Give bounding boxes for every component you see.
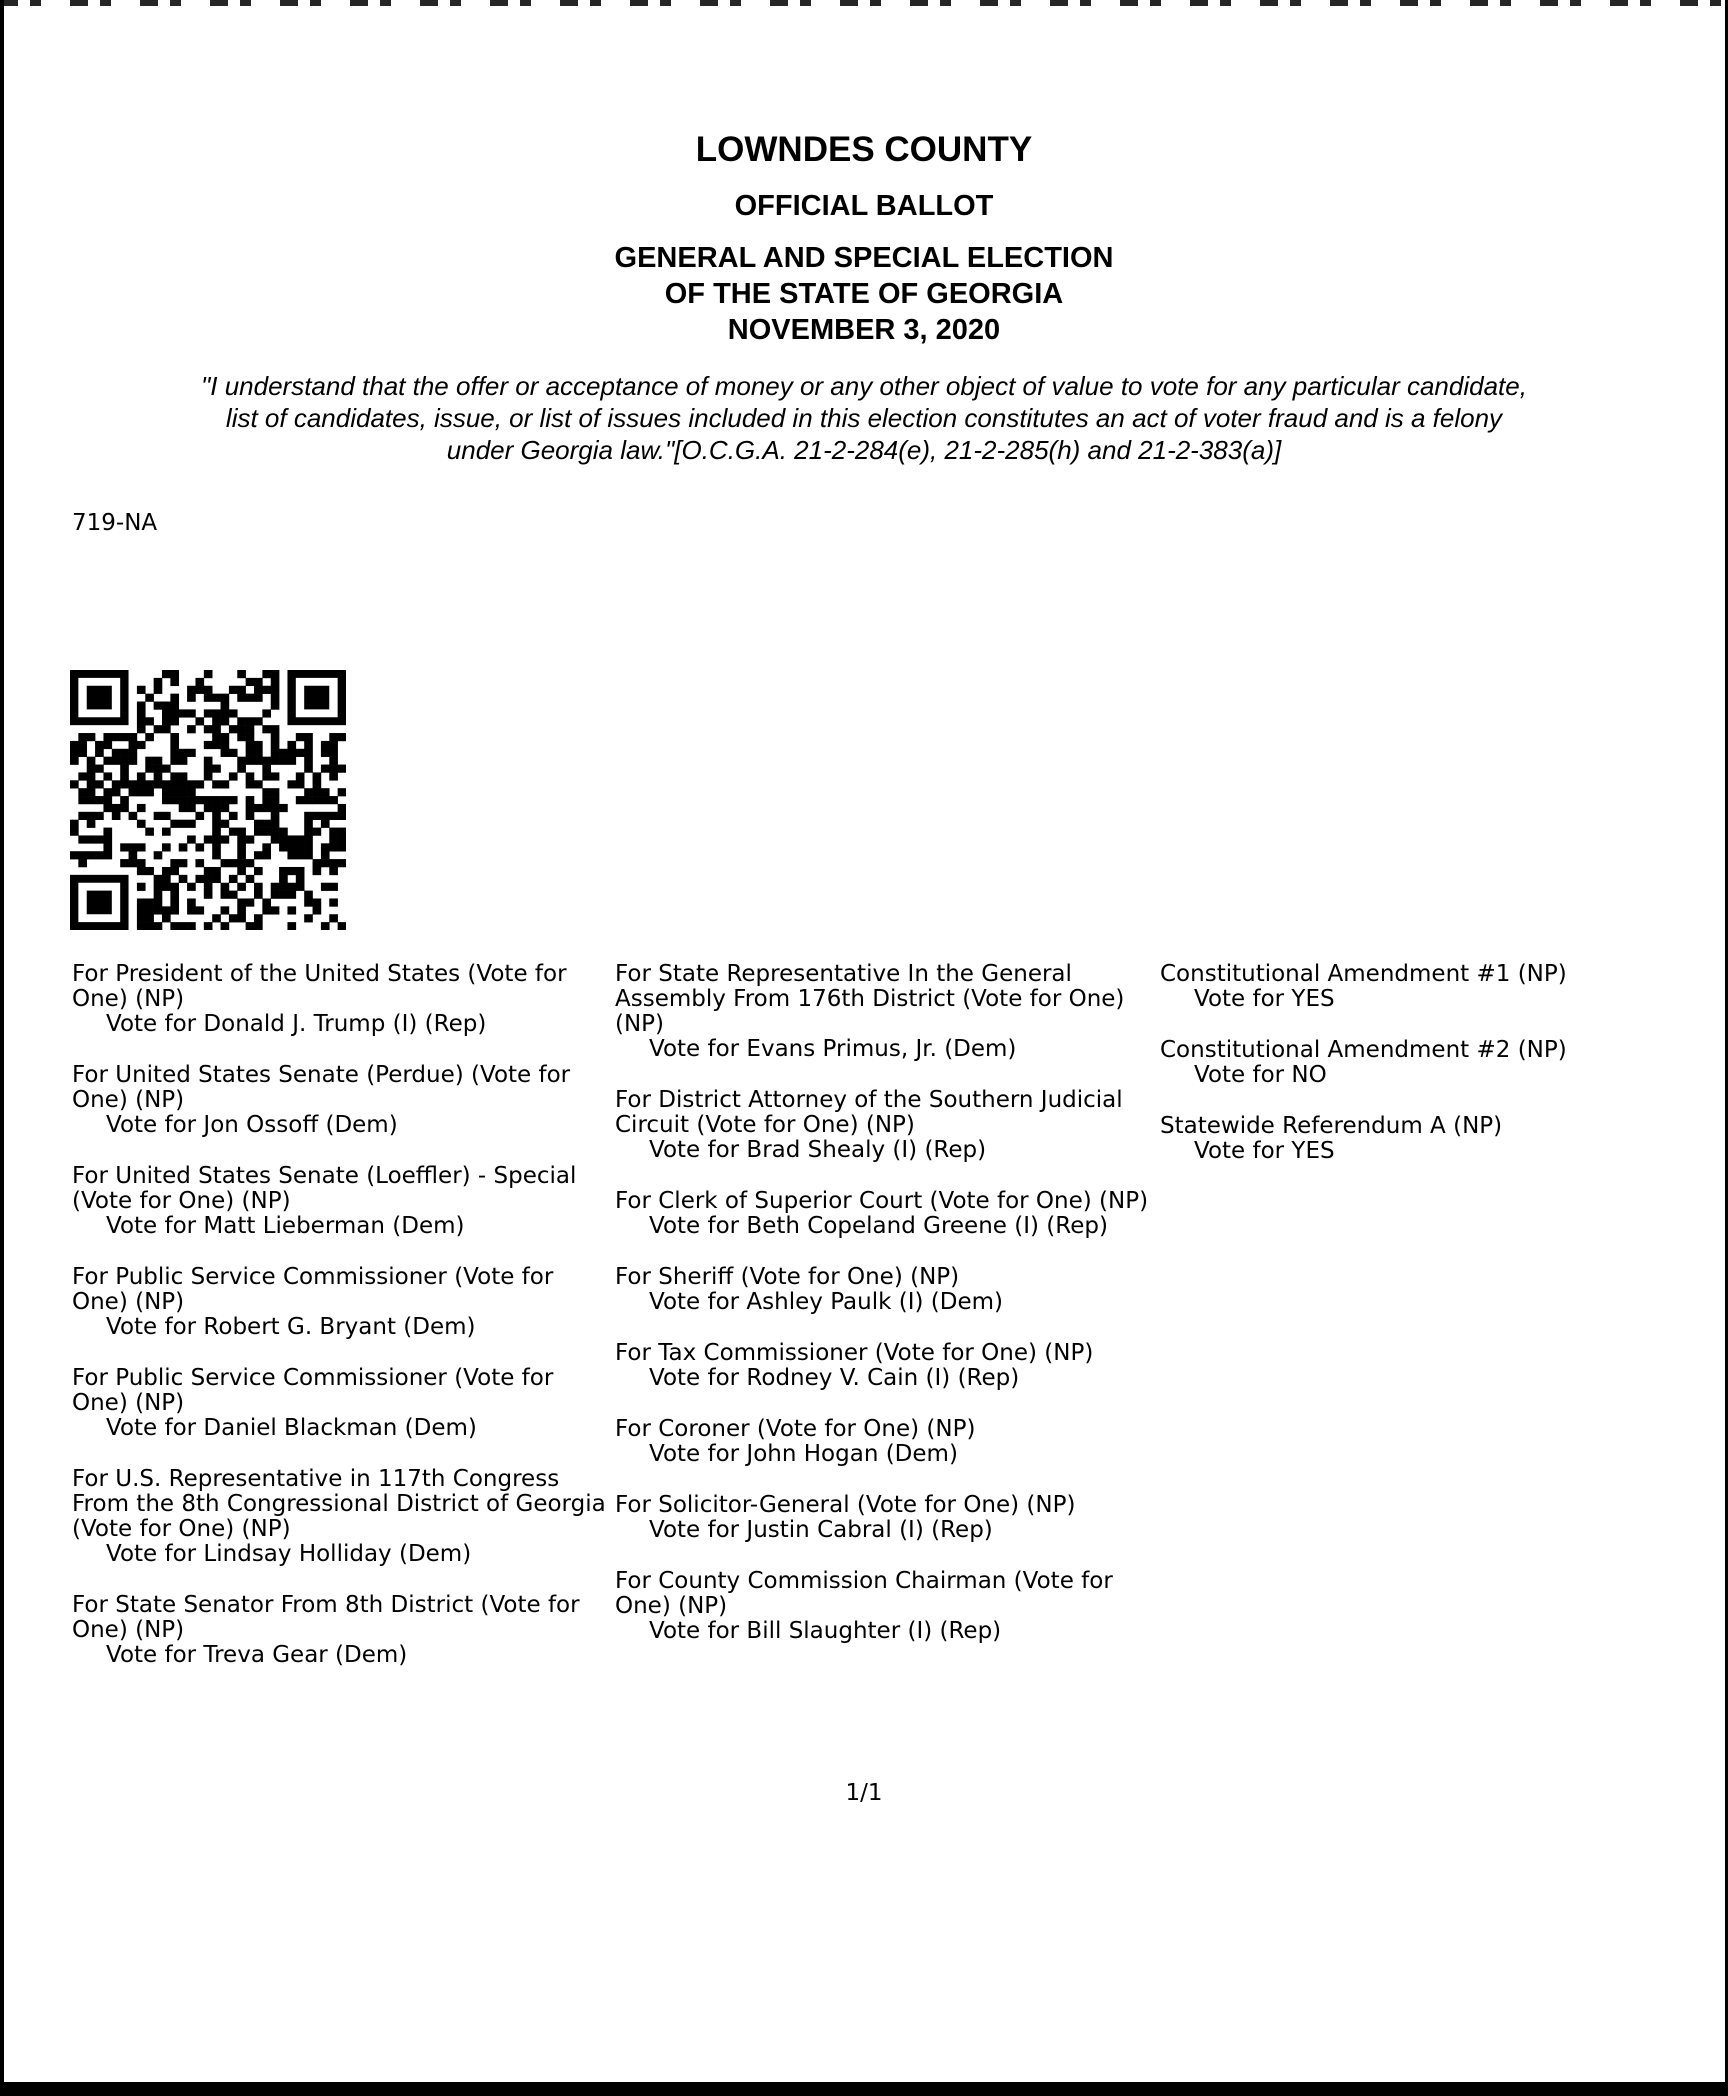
vote-selection: Vote for Donald J. Trump (I) (Rep) [106,1011,487,1037]
vote-selection: Vote for Robert G. Bryant (Dem) [106,1314,476,1340]
vote-selection: Vote for Bill Slaughter (I) (Rep) [649,1618,1002,1644]
contest-item [72,962,607,1037]
election-title [0,240,1728,348]
vote-selection: Vote for Treva Gear (Dem) [106,1642,408,1668]
contest-title: For Coroner (Vote for One) (NP) [615,1416,976,1442]
oath-line: under Georgia law."[O.C.G.A. 21-2-284(e), 21-2-285(h) and 21-2-383(a)] [446,435,1282,465]
contest-item [615,1417,1165,1467]
vote-selection: Vote for Brad Shealy (I) (Rep) [649,1137,987,1163]
vote-selection: Vote for Justin Cabral (I) (Rep) [649,1517,993,1543]
scan-artifact-top [0,0,1728,6]
election-line-2: OF THE STATE OF GEORGIA [664,278,1064,310]
contest-title: For State Senator From 8th District (Vote for One) (NP) [72,1592,580,1643]
contest-title: For State Representative In the General Assembly From 176th District (Vote for One) (NP) [615,961,1125,1037]
vote-selection: Vote for Jon Ossoff (Dem) [106,1112,398,1138]
contest-column-3 [1160,962,1700,1190]
voter-fraud-oath [60,370,1668,466]
scan-border-bottom [0,2082,1728,2096]
contest-title: For United States Senate (Perdue) (Vote for One) (NP) [72,1062,571,1113]
contest-title: For President of the United States (Vote for One) (NP) [72,961,567,1012]
contest-item [72,1164,607,1239]
contest-item [615,1265,1165,1315]
contest-title: For Public Service Commissioner (Vote for One) (NP) [72,1365,554,1416]
contest-item [615,962,1165,1062]
vote-selection: Vote for Matt Lieberman (Dem) [106,1213,465,1239]
contest-item [72,1063,607,1138]
contest-item [72,1467,607,1567]
contest-item [615,1341,1165,1391]
contest-column-1 [72,962,607,1694]
contest-title: For Clerk of Superior Court (Vote for One) (NP) [615,1188,1149,1214]
contest-item [1160,1038,1700,1088]
vote-selection: Vote for NO [1194,1062,1327,1088]
contest-item [1160,1114,1700,1164]
contest-item [72,1593,607,1668]
vote-selection: Vote for Rodney V. Cain (I) (Rep) [649,1365,1020,1391]
vote-selection: Vote for Beth Copeland Greene (I) (Rep) [649,1213,1108,1239]
vote-selection: Vote for Daniel Blackman (Dem) [106,1415,477,1441]
election-line-1: GENERAL AND SPECIAL ELECTION [614,242,1114,274]
contest-title: For District Attorney of the Southern Judicial Circuit (Vote for One) (NP) [615,1087,1123,1138]
ballot-header [0,120,1728,348]
vote-selection: Vote for YES [1194,986,1335,1012]
contest-item [1160,962,1700,1012]
contest-title: For United States Senate (Loeffler) - Special (Vote for One) (NP) [72,1163,577,1214]
oath-line: list of candidates, issue, or list of issues included in this election constitutes an act of voter fraud and is a felony [225,403,1503,433]
contest-title: For Solicitor-General (Vote for One) (NP) [615,1492,1076,1518]
contest-title: For Sheriff (Vote for One) (NP) [615,1264,960,1290]
contest-item [615,1088,1165,1163]
vote-selection: Vote for Evans Primus, Jr. (Dem) [649,1036,1017,1062]
contest-title: For Public Service Commissioner (Vote for One) (NP) [72,1264,554,1315]
vote-selection: Vote for Ashley Paulk (I) (Dem) [649,1289,1003,1315]
vote-selection: Vote for John Hogan (Dem) [649,1441,958,1467]
contest-title: Statewide Referendum A (NP) [1160,1113,1503,1139]
page-number: 1/1 [845,1780,883,1806]
contest-item [72,1366,607,1441]
county-title: LOWNDES COUNTY [695,130,1033,169]
contest-title: Constitutional Amendment #1 (NP) [1160,961,1567,987]
qr-code [70,670,346,930]
vote-selection: Vote for YES [1194,1138,1335,1164]
contest-item [615,1493,1165,1543]
ballot-style-id: 719-NA [72,510,158,536]
oath-line: "I understand that the offer or acceptance of money or any other object of value to vote for any particular candidate, [201,371,1527,401]
contest-title: For County Commission Chairman (Vote for One) (NP) [615,1568,1113,1619]
contest-item [72,1265,607,1340]
election-date: NOVEMBER 3, 2020 [727,314,1001,346]
contest-item [615,1189,1165,1239]
contest-column-2 [615,962,1165,1670]
contest-item [615,1569,1165,1644]
ballot-type: OFFICIAL BALLOT [734,190,994,222]
contest-title: Constitutional Amendment #2 (NP) [1160,1037,1567,1063]
contest-title: For U.S. Representative in 117th Congress From the 8th Congressional District of Georgia (Vote for One) (NP) [72,1466,606,1542]
vote-selection: Vote for Lindsay Holliday (Dem) [106,1541,472,1567]
contest-title: For Tax Commissioner (Vote for One) (NP) [615,1340,1094,1366]
